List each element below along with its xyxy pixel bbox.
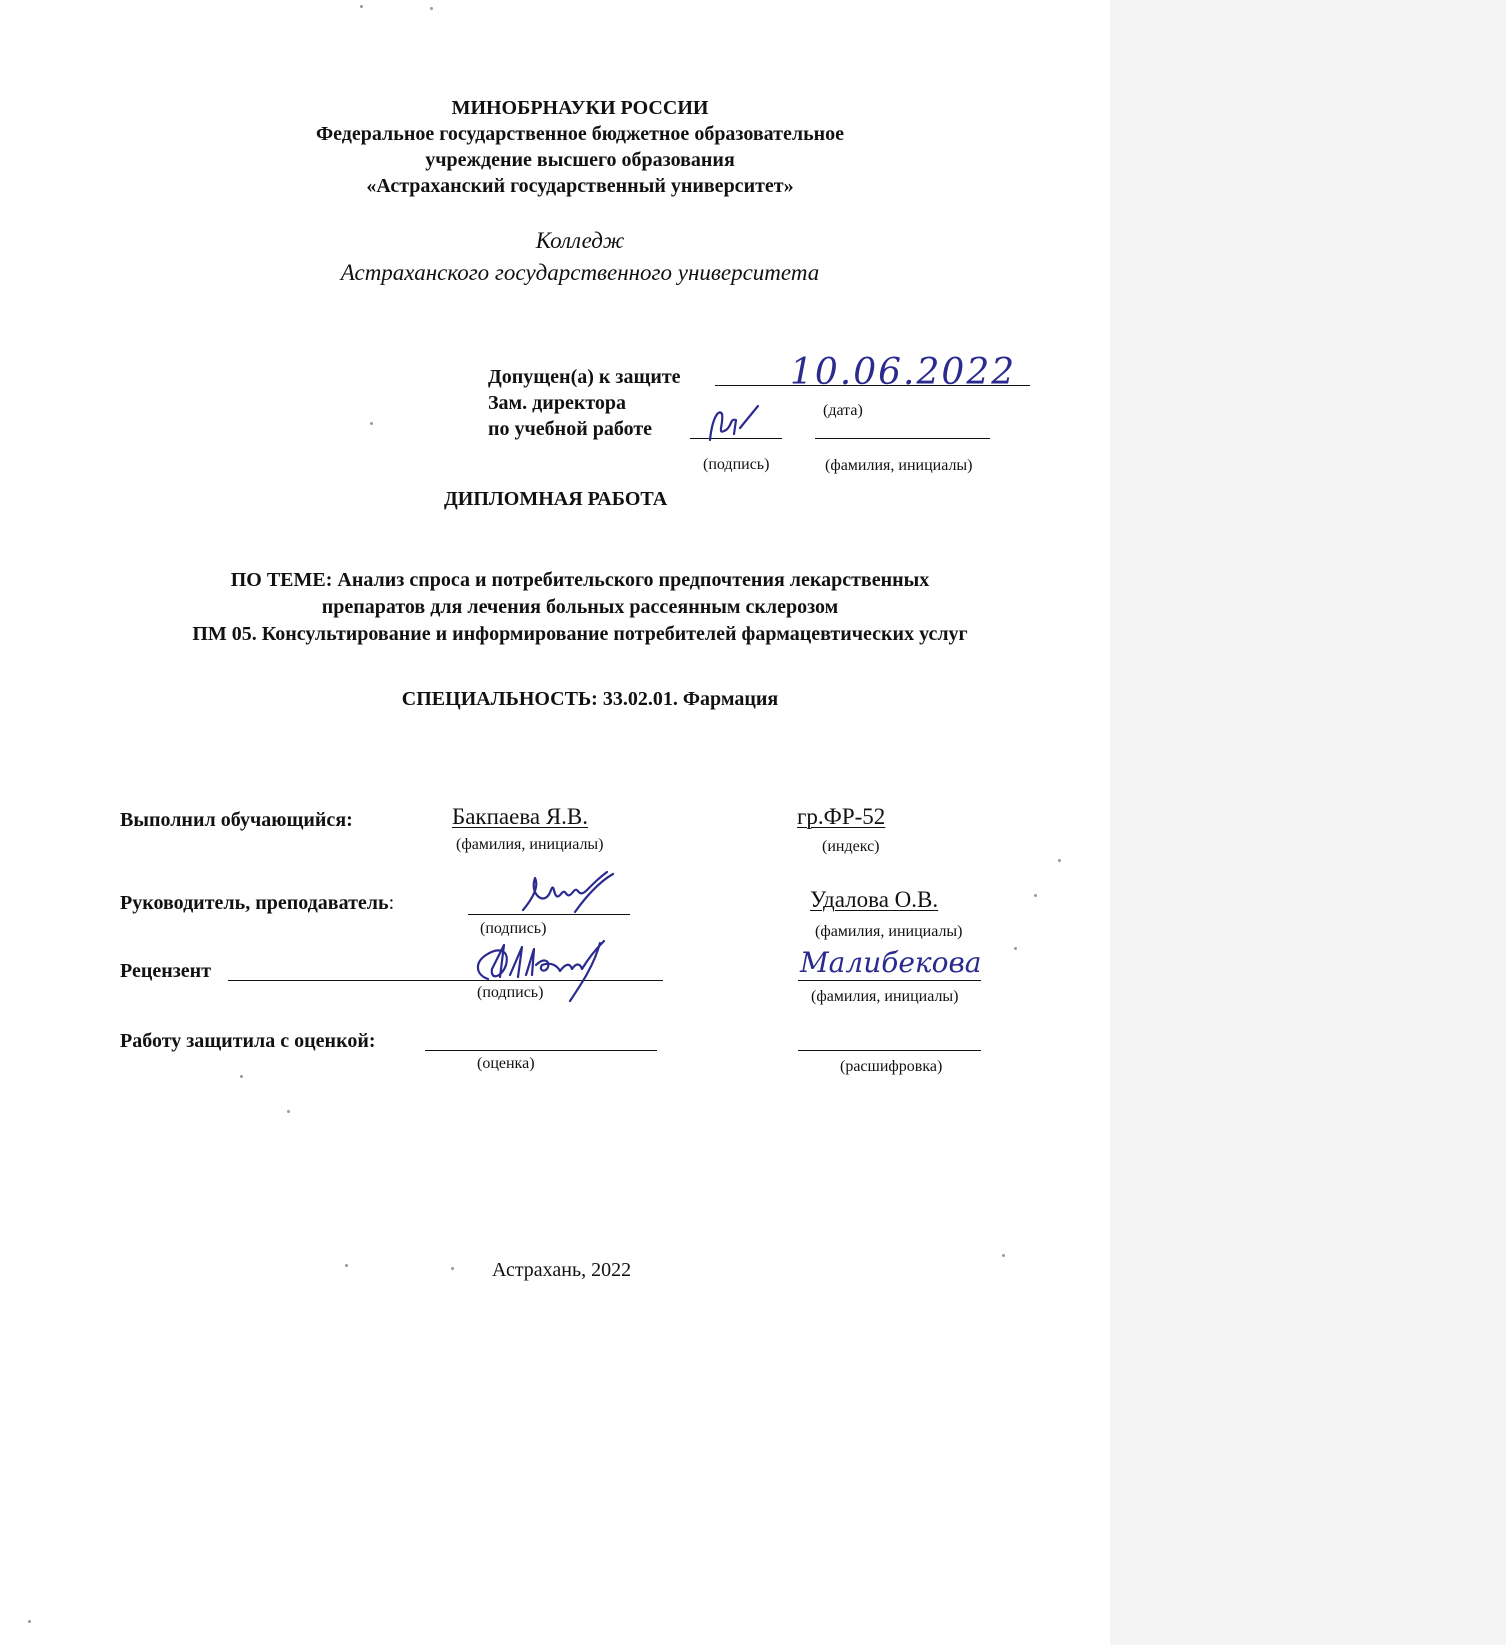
deputy-signature-icon	[700, 400, 780, 450]
scan-speck	[1058, 859, 1061, 862]
scan-speck	[240, 1075, 243, 1078]
topic-line-2: препаратов для лечения больных рассеянным склерозом	[321, 596, 839, 618]
supervisor-name: Удалова О.В.	[810, 887, 939, 912]
name-line-deputy	[815, 438, 990, 439]
supervisor-signature-caption: (подпись)	[480, 920, 547, 937]
academic-work-label: по учебной работе	[488, 418, 653, 440]
university-name: «Астраханский государственный университет»	[366, 175, 794, 197]
grade-decoding-line	[798, 1050, 981, 1051]
grade-caption: (оценка)	[477, 1055, 535, 1072]
scan-speck	[287, 1110, 290, 1113]
reviewer-name-line	[798, 980, 981, 981]
handwritten-date: 10.06.2022	[790, 352, 1017, 393]
scan-speck	[28, 1620, 31, 1623]
scan-speck	[1014, 947, 1017, 950]
student-name: Бакпаева Я.В.	[452, 804, 589, 829]
ministry-heading: МИНОБРНАУКИ РОССИИ	[451, 97, 709, 119]
college-line-1: Колледж	[535, 228, 625, 253]
deputy-name-caption: (фамилия, инициалы)	[825, 457, 973, 474]
specialty: СПЕЦИАЛЬНОСТЬ: 33.02.01. Фармация	[401, 688, 779, 710]
scan-speck	[451, 1267, 454, 1270]
institution-line-2: учреждение высшего образования	[425, 149, 735, 171]
grade-line	[425, 1050, 657, 1051]
student-label: Выполнил обучающийся:	[120, 809, 353, 831]
grade-decoding-caption: (расшифровка)	[840, 1058, 943, 1075]
student-group: гр.ФР-52	[797, 804, 886, 829]
student-group-caption: (индекс)	[822, 838, 880, 855]
supervisor-label	[120, 890, 394, 917]
supervisor-label-colon: :	[388, 892, 395, 914]
scan-speck	[430, 7, 433, 10]
college-line-2: Астраханского государственного университета	[340, 260, 820, 285]
supervisor-name-caption: (фамилия, инициалы)	[815, 923, 963, 940]
supervisor-label-text: Руководитель, преподаватель	[120, 892, 389, 914]
city-year: Астрахань, 2022	[492, 1259, 632, 1281]
reviewer-handwritten-name: Малибекова	[800, 946, 982, 979]
date-caption: (дата)	[823, 402, 863, 419]
admitted-label: Допущен(а) к защите	[488, 366, 681, 388]
topic-line-3: ПМ 05. Консультирование и информирование потребителей фармацевтических услуг	[192, 623, 968, 645]
student-name-caption: (фамилия, инициалы)	[456, 836, 604, 853]
document-type: ДИПЛОМНАЯ РАБОТА	[444, 488, 668, 510]
reviewer-name-caption: (фамилия, инициалы)	[811, 988, 959, 1005]
institution-line-1: Федеральное государственное бюджетное образовательное	[315, 123, 845, 145]
scan-speck	[1002, 1254, 1005, 1257]
deputy-signature-caption: (подпись)	[703, 456, 770, 473]
scan-speck	[360, 5, 363, 8]
grade-label: Работу защитила с оценкой:	[120, 1030, 376, 1052]
scan-speck	[345, 1264, 348, 1267]
deputy-director-label: Зам. директора	[488, 392, 627, 414]
reviewer-label: Рецензент	[120, 960, 212, 982]
reviewer-signature-caption: (подпись)	[477, 984, 544, 1001]
scan-speck	[370, 422, 373, 425]
scan-speck	[1034, 894, 1037, 897]
supervisor-signature-icon	[515, 868, 625, 923]
topic-line-1: ПО ТЕМЕ: Анализ спроса и потребительского предпочтения лекарственных	[230, 569, 930, 591]
